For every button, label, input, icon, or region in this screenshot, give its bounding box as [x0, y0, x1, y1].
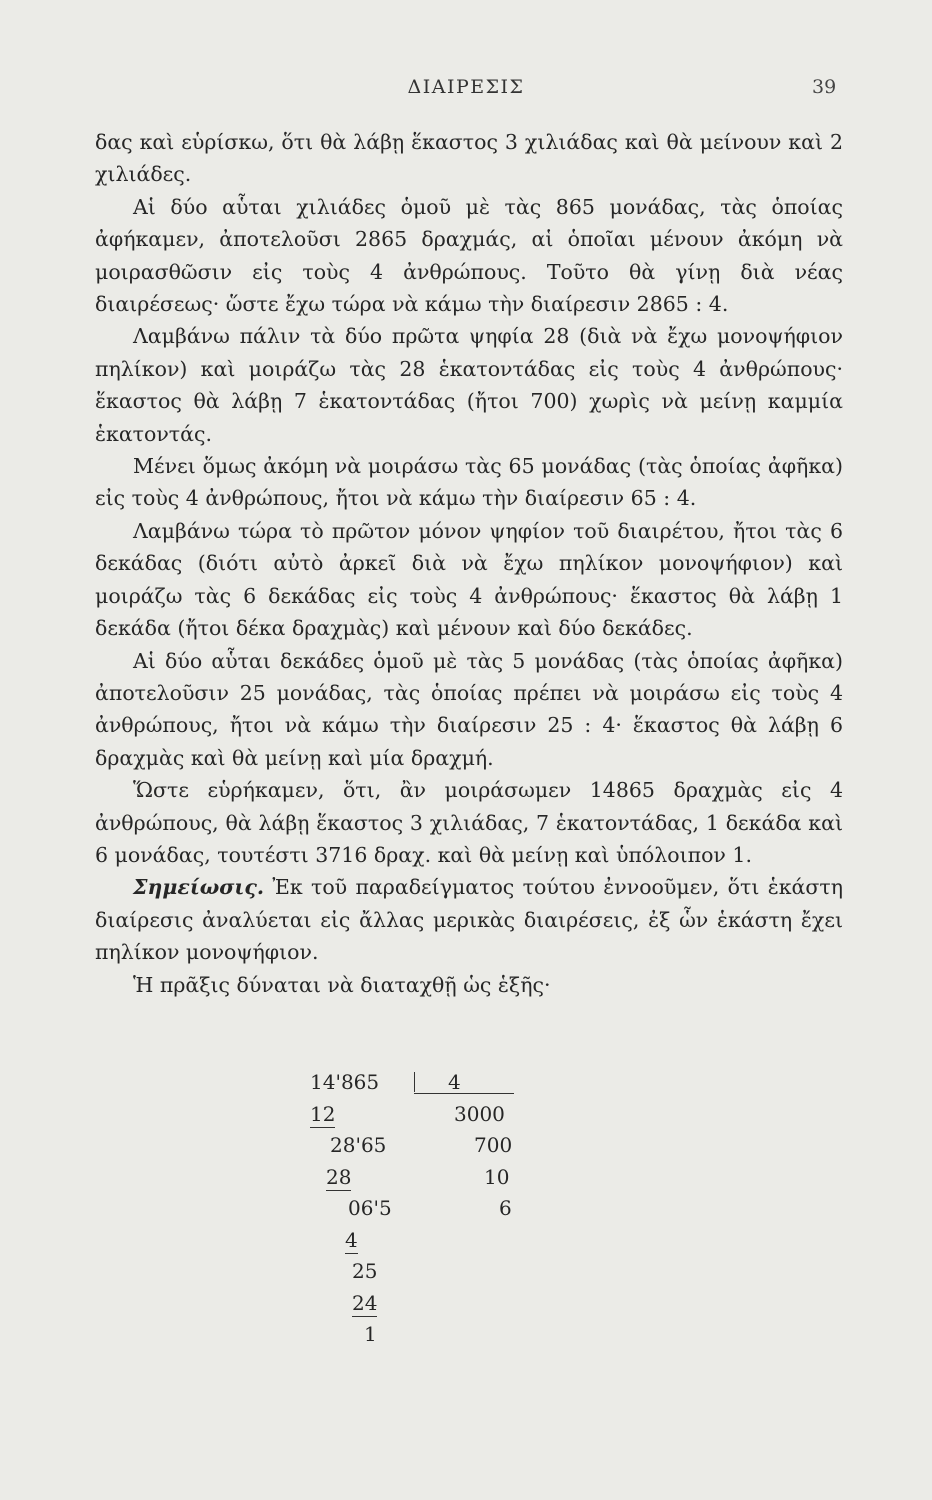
- division-step: 28'65: [330, 1133, 387, 1157]
- paragraph-7: Ὥστε εὑρήκαμεν, ὅτι, ἂν μοιράσωμεν 14865 δραχμὰς εἰς 4 ἀνθρώπους, θὰ λάβῃ ἕκαστος 3 χιλιάδας, 7 ἑκατοντάδας, 1 δεκάδα καὶ 6 μονάδας, τουτέστι 3716 δραχ. καὶ θὰ μείνῃ καὶ ὑπόλοιπον 1.: [95, 778, 843, 867]
- quotient-step: 6: [499, 1196, 512, 1220]
- division-step: 12: [310, 1102, 336, 1126]
- long-division: [290, 1062, 550, 1382]
- division-step: 24: [352, 1291, 378, 1315]
- quotient-step: 700: [474, 1133, 513, 1157]
- division-divisor: 4: [448, 1070, 461, 1094]
- division-remainder: 1: [364, 1322, 377, 1346]
- paragraph-4: Μένει ὅμως ἀκόμη νὰ μοιράσω τὰς 65 μονάδας (τὰς ὁποίας ἀφῆκα) εἰς τοὺς 4 ἀνθρώπους, ἤτοι νὰ κάμω τὴν διαίρεσιν 65 : 4.: [95, 454, 843, 511]
- division-step: 06'5: [348, 1196, 392, 1220]
- quotient-step: 3000: [454, 1102, 505, 1126]
- running-header-title: ΔΙΑΙΡΕΣΙΣ: [407, 76, 525, 98]
- division-step: 25: [352, 1259, 378, 1283]
- division-step: 4: [345, 1228, 358, 1252]
- closing-paragraph: Ἡ πρᾶξις δύναται νὰ διαταχθῇ ὡς ἑξῆς·: [133, 972, 551, 997]
- division-vertical-line: [414, 1072, 415, 1092]
- paragraph-5: Λαμβάνω τώρα τὸ πρῶτον μόνον ψηφίον τοῦ διαιρέτου, ἤτοι τὰς 6 δεκάδας (διότι αὐτὸ ἀρκεῖ διὰ νὰ ἔχω πηλίκον μονοψήφιον) καὶ μοιράζω τὰς 6 δεκάδας εἰς τοὺς 4 ἀνθρώπους· ἕκαστος θὰ λάβῃ 1 δεκάδα (ἤτοι δέκα δραχμὰς) καὶ μένουν καὶ δύο δεκάδες.: [95, 518, 843, 641]
- note-text: Ἐκ τοῦ παραδείγματος τούτου ἐννοοῦμεν, ὅτι ἑκάστη διαίρεσις ἀναλύεται εἰς ἄλλας μερικὰς διαιρέσεις, ἐξ ὧν ἑκάστη ἔχει πηλίκον μονοψήφιον.: [95, 875, 843, 965]
- page-number: 39: [812, 76, 837, 98]
- paragraph-3: Λαμβάνω πάλιν τὰ δύο πρῶτα ψηφία 28 (διὰ νὰ ἔχω μονοψήφιον πηλίκον) καὶ μοιράζω τὰς 28 ἑκατοντάδας εἰς τοὺς 4 ἀνθρώπους· ἕκαστος θὰ λάβῃ 7 ἑκατοντάδας (ἤτοι 700) χωρὶς νὰ μείνῃ καμμία ἑκατοντάς.: [95, 324, 843, 446]
- division-dividend: 14'865: [310, 1070, 380, 1094]
- note-label: Σημείωσις.: [133, 875, 264, 900]
- paragraph-6: Αἱ δύο αὗται δεκάδες ὁμοῦ μὲ τὰς 5 μονάδας (τὰς ὁποίας ἀφῆκα) ἀποτελοῦσιν 25 μονάδας, τὰς ὁποίας πρέπει νὰ μοιράσω εἰς τοὺς 4 ἀνθρώπους, ἤτοι νὰ κάμω τὴν διαίρεσιν 25 : 4· ἕκαστος θὰ λάβῃ 6 δραχμὰς καὶ θὰ μείνῃ καὶ μία δραχμή.: [95, 648, 843, 770]
- body-text: [95, 126, 843, 1001]
- division-horizontal-line: [414, 1093, 514, 1094]
- paragraph-1: δας καὶ εὑρίσκω, ὅτι θὰ λάβῃ ἕκαστος 3 χιλιάδας καὶ θὰ μείνουν καὶ 2 χιλιάδες.: [95, 130, 843, 187]
- note-paragraph: [95, 871, 843, 968]
- paragraph-2: Αἱ δύο αὗται χιλιάδες ὁμοῦ μὲ τὰς 865 μονάδας, τὰς ὁποίας ἀφήκαμεν, ἀποτελοῦσι 2865 δραχμάς, αἱ ὁποῖαι μένουν ἀκόμη νὰ μοιρασθῶσιν εἰς τοὺς 4 ἀνθρώπους. Τοῦτο θὰ γίνῃ διὰ νέας διαιρέσεως· ὥστε ἔχω τώρα νὰ κάμω τὴν διαίρεσιν 2865 : 4.: [95, 194, 843, 317]
- division-step: 28: [326, 1165, 352, 1189]
- quotient-step: 10: [484, 1165, 510, 1189]
